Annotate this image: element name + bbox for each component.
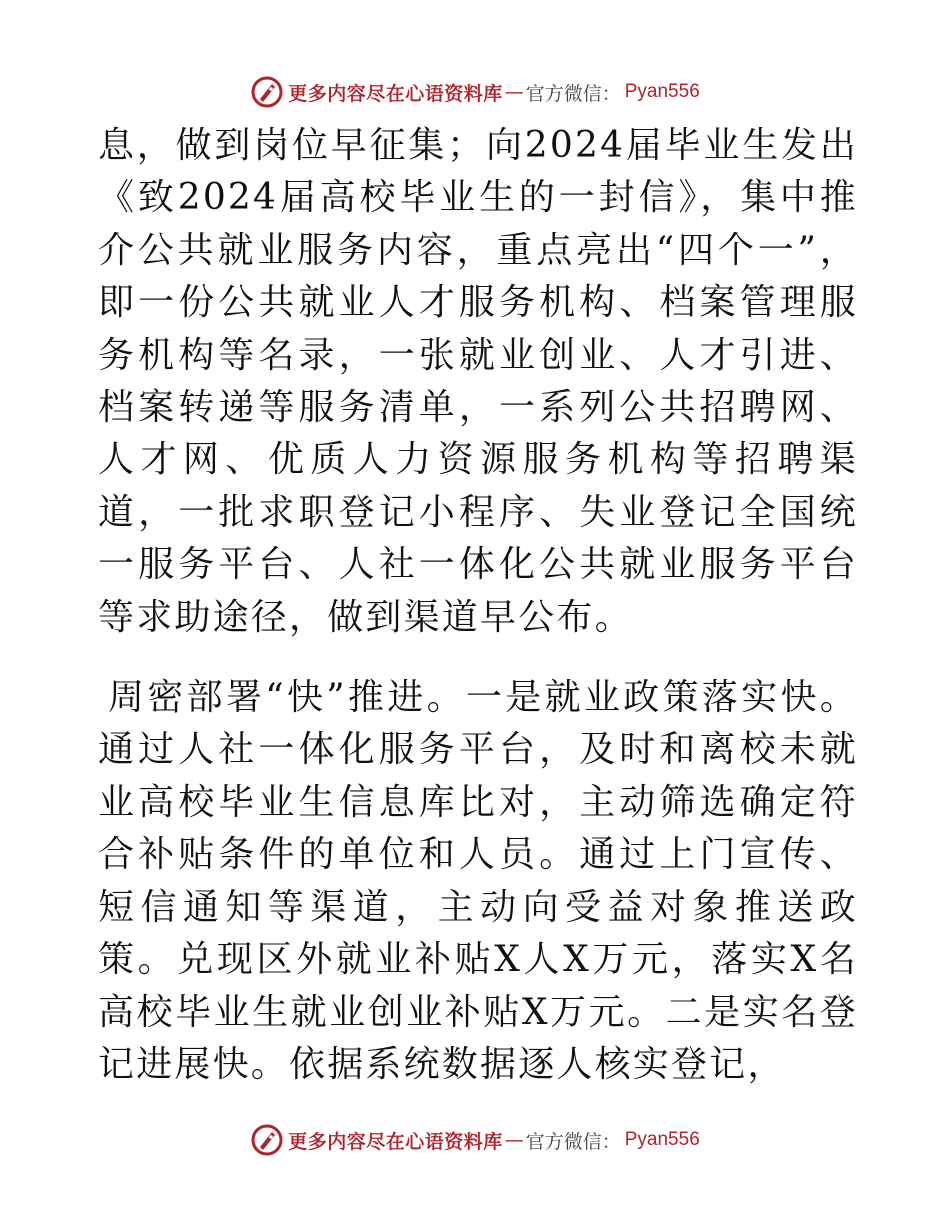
watermark-brand-text: 更多内容尽在心语资料库 <box>288 1130 503 1153</box>
page-header-watermark <box>0 72 950 112</box>
watermark-label: 官方微信： <box>525 1130 621 1153</box>
pen-nib-logo-icon <box>250 75 284 109</box>
watermark-wechat-id: Pyan556 <box>624 1129 700 1150</box>
pen-nib-logo-icon <box>250 1123 284 1157</box>
watermark-wechat-id: Pyan556 <box>624 81 700 102</box>
watermark-brand-text: 更多内容尽在心语资料库 <box>288 82 503 105</box>
watermark-separator: — <box>504 1129 524 1151</box>
body-paragraph-2: 周密部署“快”推进。一是就业政策落实快。通过人社一体化服务平台，及时和离校未就业高校毕业生信息库比对，主动筛选确定符合补贴条件的单位和人员。通过上门宣传、短信通知等渠道，主动向受益对象推送政策。兑现区外就业补贴X人X万元，落实X名高校毕业生就业创业补贴X万元。二是实名登记进展快。依据系统数据逐人核实登记， <box>98 677 858 1085</box>
body-paragraph-1: 息，做到岗位早征集；向2024届毕业生发出《致2024届高校毕业生的一封信》，集中推介公共就业服务内容，重点亮出“四个一”，即一份公共就业人才服务机构、档案管理服务机构等名录，一张就业创业、人才引进、档案转递等服务清单，一系列公共招聘网、人才网、优质人力资源服务机构等招聘渠道，一批求职登记小程序、失业登记全国统一服务平台、人社一体化公共就业服务平台等求助途径，做到渠道早公布。 <box>98 125 858 638</box>
watermark-label: 官方微信： <box>525 82 621 105</box>
page-footer-watermark <box>0 1120 950 1160</box>
document-body <box>98 120 858 1091</box>
watermark-separator: — <box>504 81 524 103</box>
